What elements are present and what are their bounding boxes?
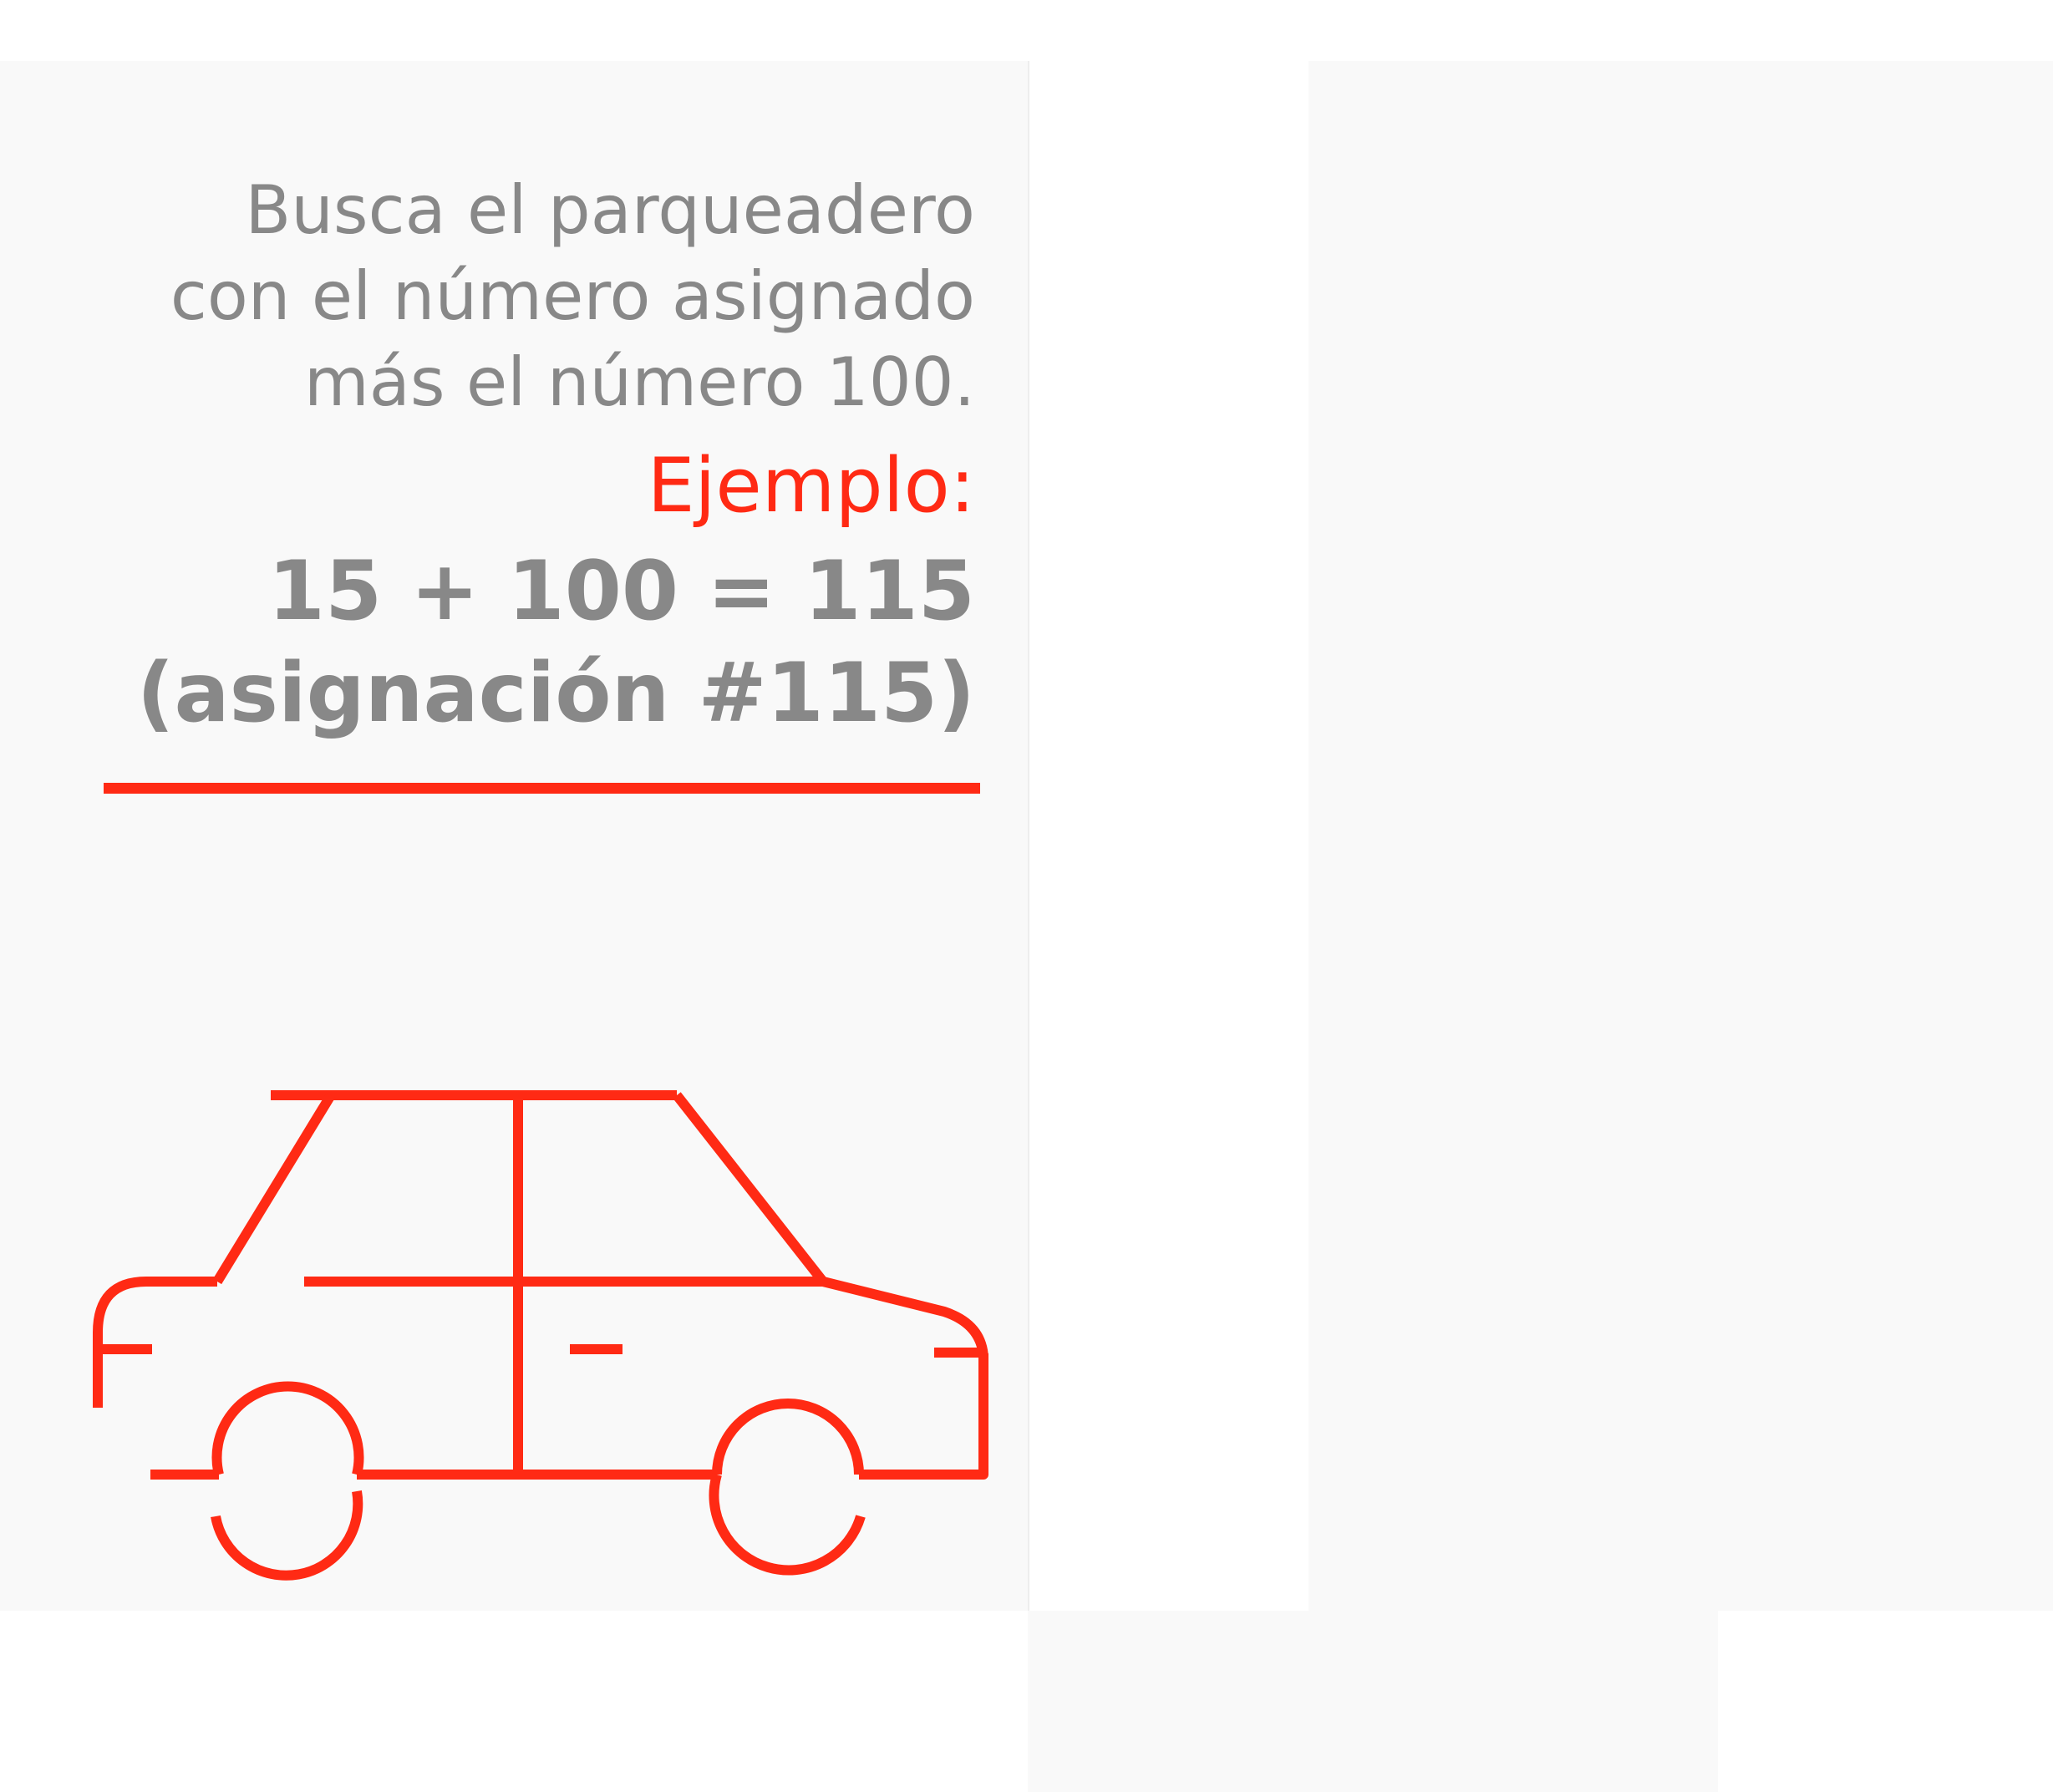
bottom-panel (1028, 1611, 1718, 1792)
instruction-line-2: con el número asignado (170, 257, 975, 335)
car-front-wheel-bottom (714, 1475, 861, 1570)
car-front-wheel (717, 1404, 859, 1475)
accent-divider (104, 783, 980, 794)
example-assignment: (asignación #115) (136, 646, 975, 741)
instruction-line-1: Busca el parqueadero (245, 171, 975, 249)
car-rear-pillar (217, 1095, 331, 1282)
instruction-text (56, 167, 975, 425)
instruction-block (56, 167, 975, 744)
car-rear-wheel-bottom (216, 1491, 358, 1576)
car-windshield (677, 1095, 823, 1282)
instruction-line-3: más el número 100. (303, 343, 975, 421)
car-rear-wheel (217, 1387, 359, 1475)
right-panel (1309, 61, 2053, 1611)
panel-divider (1028, 61, 1029, 1611)
example-equation: 15 + 100 = 115 (267, 544, 975, 639)
example-title: Ejemplo: (647, 442, 975, 530)
car-front (859, 1353, 983, 1475)
car-icon (84, 1078, 1003, 1587)
car-hood (823, 1282, 983, 1358)
